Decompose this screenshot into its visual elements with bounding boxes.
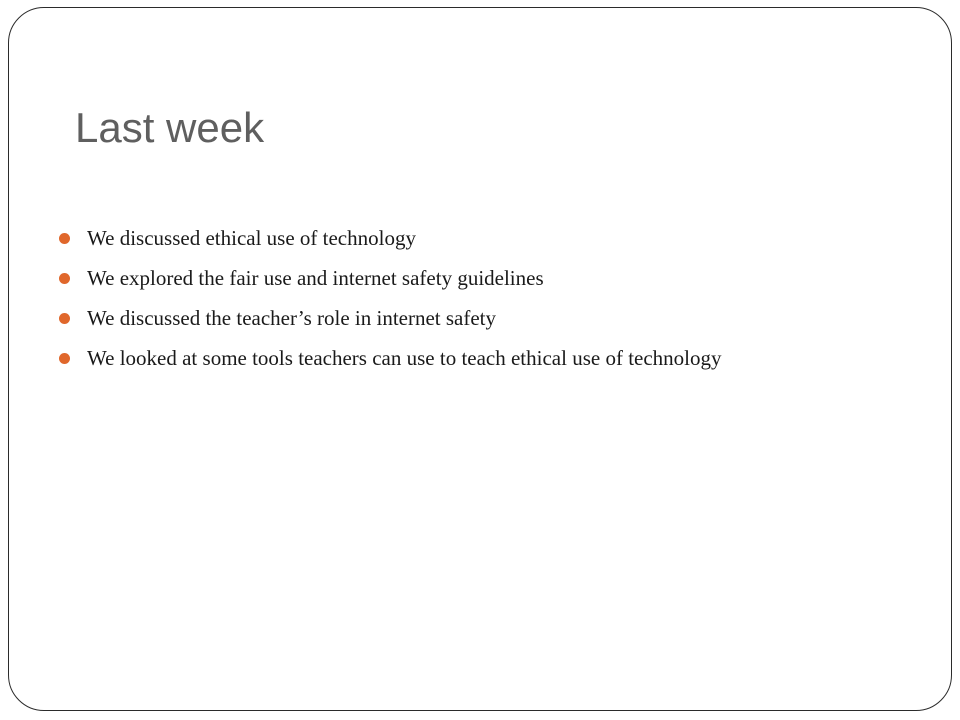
bullet-icon <box>59 353 70 364</box>
bullet-icon <box>59 233 70 244</box>
list-item <box>59 258 919 298</box>
list-item <box>59 298 919 338</box>
bullet-icon <box>59 273 70 284</box>
bullet-list <box>59 218 919 378</box>
bullet-text: We discussed the teacher’s role in internet safety <box>87 305 497 330</box>
bullet-icon <box>59 313 70 324</box>
slide-frame <box>8 7 952 711</box>
slide-title: Last week <box>75 104 265 151</box>
bullet-text: We discussed ethical use of technology <box>87 225 416 250</box>
list-item <box>59 338 919 378</box>
bullet-text: We explored the fair use and internet safety guidelines <box>87 265 544 290</box>
bullet-text: We looked at some tools teachers can use to teach ethical use of technology <box>87 345 722 370</box>
list-item <box>59 218 919 258</box>
